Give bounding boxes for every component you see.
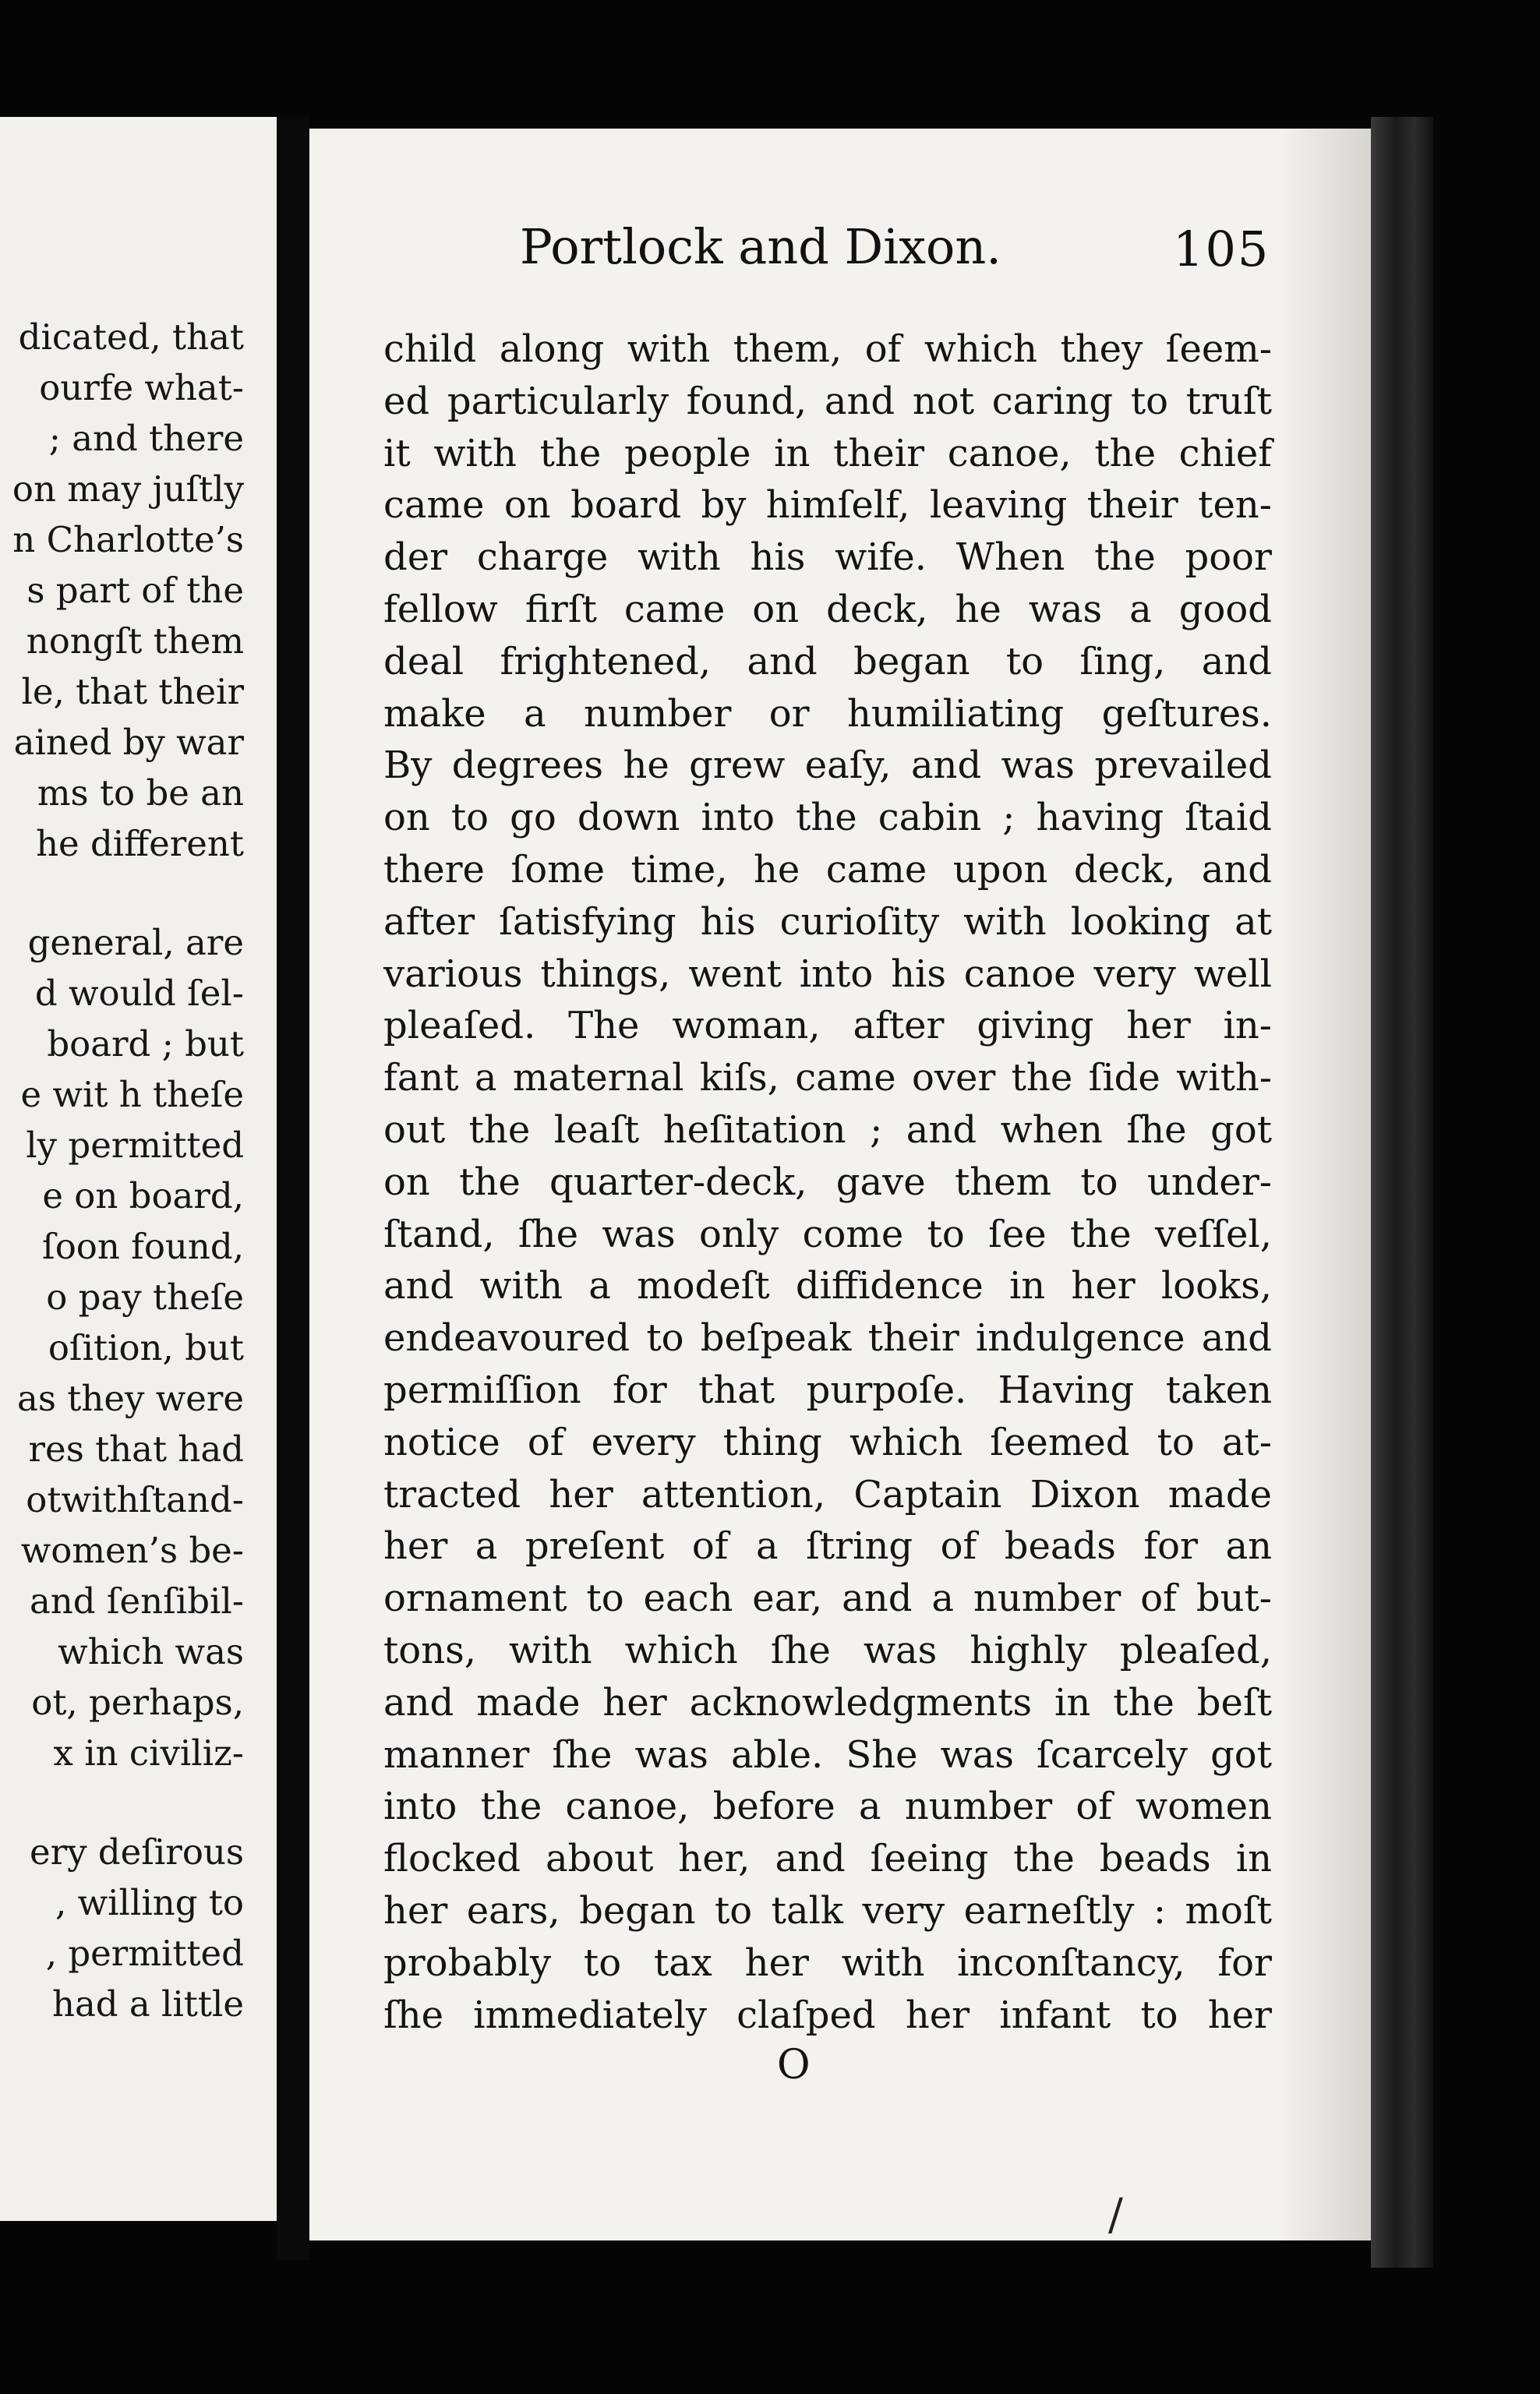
body-line: der charge with his wife. When the poor [383, 535, 1272, 580]
previous-page-line: ly permitted [26, 1125, 244, 1166]
body-line: and with a modeſt diffidence in her looks, [383, 1264, 1272, 1308]
body-line: tracted her attention, Captain Dixon made [383, 1472, 1272, 1517]
body-line: ornament to each ear, and a number of but- [383, 1577, 1272, 1621]
paragraph-gap [0, 869, 244, 917]
previous-page-text [0, 312, 244, 2029]
body-line: on to go down into the cabin ; having ſtaid [383, 796, 1272, 840]
previous-page-line: general, are [27, 922, 244, 963]
body-line: ed particularly found, and not caring to truſt [383, 379, 1272, 423]
body-line: By degrees he grew eaſy, and was prevailed [383, 743, 1272, 788]
previous-page-line: , permitted [45, 1933, 244, 1974]
previous-page-line: ained by war [13, 722, 244, 763]
page-edge-shadow [1277, 129, 1371, 2240]
body-line: pleaſed. The woman, after giving her in- [383, 1004, 1272, 1048]
body-line: make a number or humiliating geſtures. [383, 691, 1272, 736]
previous-page-line: otwithſtand- [26, 1479, 244, 1520]
body-line: deal frightened, and began to ſing, and [383, 639, 1272, 683]
previous-page-line: s part of the [26, 570, 244, 611]
body-line: manner ſhe was able. She was ſcarcely got [383, 1732, 1272, 1777]
previous-page-line: n Charlotte’s [12, 519, 244, 560]
signature-mark: O [777, 2042, 811, 2089]
page-number: 105 [1173, 221, 1270, 277]
page-body-text [383, 323, 1272, 2041]
body-line: out the leaſt heſitation ; and when ſhe got [383, 1107, 1272, 1152]
body-line: and made her acknowledgments in the beſt [383, 1680, 1272, 1725]
book-edge [1371, 117, 1433, 2268]
previous-page-line: ; and there [48, 418, 244, 459]
body-line: permiſſion for that purpoſe. Having taken [383, 1368, 1272, 1412]
previous-page-line: nongſt them [26, 620, 244, 662]
previous-page-line: e wit h theſe [20, 1074, 244, 1115]
previous-page-line: ſoon found, [42, 1226, 244, 1267]
body-line: flocked about her, and ſeeing the beads in [383, 1837, 1272, 1881]
body-line: her ears, began to talk very earneſtly : moſt [383, 1888, 1272, 1933]
body-line: ſhe immediately claſped her infant to her [383, 1993, 1272, 2037]
previous-page-line: e on board, [42, 1175, 244, 1216]
paragraph-gap [0, 1778, 244, 1827]
body-line: notice of every thing which ſeemed to at- [383, 1420, 1272, 1464]
previous-page-line: ms to be an [37, 772, 244, 814]
previous-page-line: which was [58, 1631, 244, 1672]
previous-page-fragment [0, 117, 277, 2221]
body-line: ſtand, ſhe was only come to ſee the veſſel, [383, 1212, 1272, 1256]
previous-page-line: as they were [17, 1378, 244, 1419]
current-page [309, 129, 1371, 2240]
body-line: her a preſent of a ſtring of beads for an [383, 1524, 1272, 1569]
previous-page-line: res that had [28, 1428, 244, 1470]
body-line: there ſome time, he came upon deck, and [383, 847, 1272, 892]
body-line: it with the people in their canoe, the chief [383, 431, 1272, 475]
body-line: tons, with which ſhe was highly pleaſed, [383, 1628, 1272, 1672]
body-line: endeavoured to beſpeak their indulgence and [383, 1316, 1272, 1361]
previous-page-line: had a little [51, 1983, 244, 2025]
previous-page-line: le, that their [21, 671, 244, 712]
book-gutter [277, 117, 309, 2260]
previous-page-line: women’s be- [20, 1530, 244, 1571]
previous-page-line: o pay theſe [46, 1276, 244, 1318]
ink-speck-mark: / [1108, 2190, 1123, 2240]
body-line: child along with them, of which they ſeem- [383, 327, 1272, 371]
body-line: probably to tax her with inconſtancy, for [383, 1940, 1272, 1985]
previous-page-line: x in civiliz- [53, 1732, 244, 1774]
running-head: Portlock and Dixon. [520, 218, 1002, 275]
previous-page-line: ot, perhaps, [31, 1682, 244, 1723]
body-line: various things, went into his canoe very well [383, 952, 1272, 996]
previous-page-line: he different [36, 823, 244, 864]
body-line: fant a maternal kiſs, came over the ſide with- [383, 1056, 1272, 1100]
previous-page-line: on may juſtly [12, 468, 244, 510]
body-line: on the quarter-deck, gave them to under- [383, 1160, 1272, 1204]
body-line: came on board by himſelf, leaving their ten- [383, 483, 1272, 528]
previous-page-line: ourfe what- [39, 367, 244, 408]
previous-page-line: oſition, but [48, 1327, 244, 1368]
previous-page-line: ery deſirous [29, 1831, 244, 1873]
previous-page-line: d would ſel- [34, 973, 244, 1014]
previous-page-line: dicated, that [18, 316, 244, 358]
body-line: after ſatisfying his curioſity with looking at [383, 899, 1272, 944]
body-line: into the canoe, before a number of women [383, 1785, 1272, 1829]
previous-page-line: board ; but [47, 1023, 244, 1065]
previous-page-line: and ſenſibil- [29, 1580, 244, 1622]
body-line: fellow firſt came on deck, he was a good [383, 587, 1272, 631]
previous-page-line: , willing to [55, 1882, 244, 1923]
